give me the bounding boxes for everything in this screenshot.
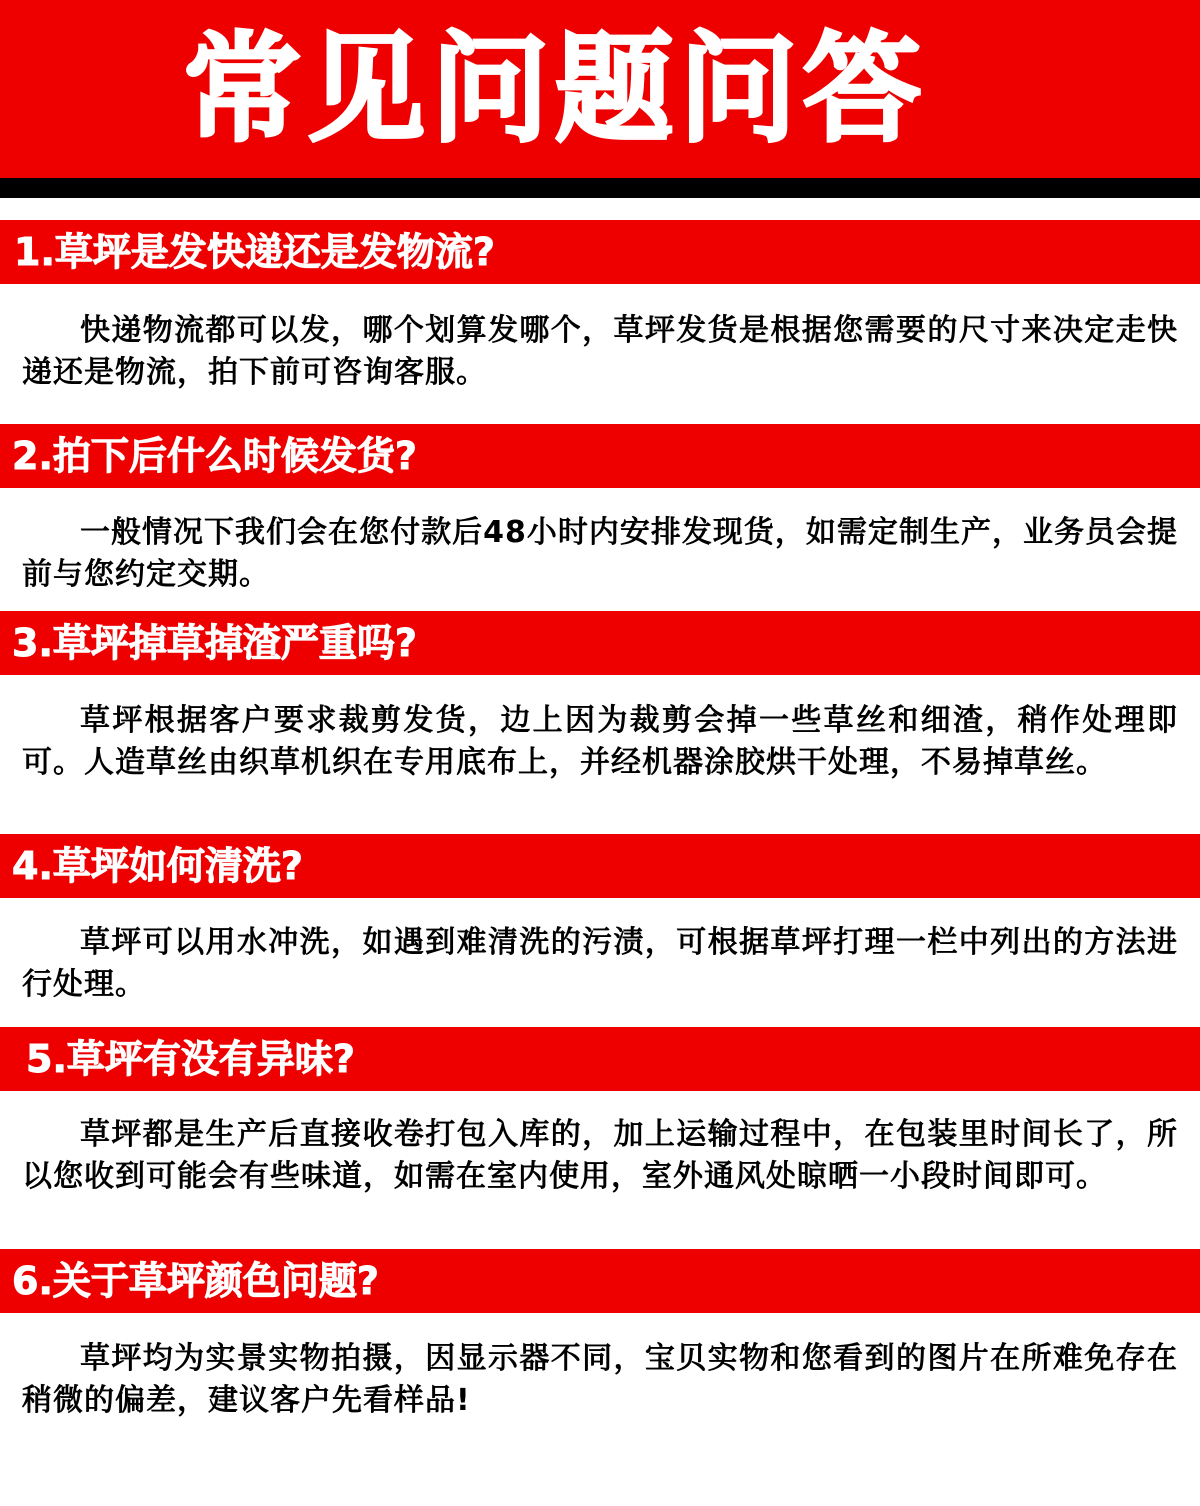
faq-question-bar-6 xyxy=(0,1249,1200,1313)
faq-question-2: 2.拍下后什么时候发货? xyxy=(12,434,417,478)
faq-question-6: 6.关于草坪颜色问题? xyxy=(12,1259,379,1303)
faq-question-bar-1 xyxy=(0,220,1200,284)
faq-question-1: 1.草坪是发快递还是发物流? xyxy=(14,230,495,274)
page-title: 常见问题问答 xyxy=(182,20,927,158)
faq-question-bar-5 xyxy=(0,1027,1200,1091)
faq-answer-1: 快递物流都可以发，哪个划算发哪个，草坪发货是根据您需要的尺寸来决定走快递还是物流，拍下前可咨询客服。 xyxy=(22,313,1178,390)
faq-answer-5: 草坪都是生产后直接收卷打包入库的，加上运输过程中，在包装里时间长了，所以您收到可能会有些味道，如需在室内使用，室外通风处晾晒一小段时间即可。 xyxy=(22,1117,1178,1194)
faq-answer-4: 草坪可以用水冲洗，如遇到难清洗的污渍，可根据草坪打理一栏中列出的方法进行处理。 xyxy=(22,925,1178,1002)
faq-question-3: 3.草坪掉草掉渣严重吗? xyxy=(12,621,417,665)
faq-question-bar-4 xyxy=(0,834,1200,898)
faq-question-5: 5.草坪有没有异味? xyxy=(26,1037,355,1081)
faq-question-bar-2 xyxy=(0,424,1200,488)
page-header xyxy=(0,0,1200,178)
faq-answer-6: 草坪均为实景实物拍摄，因显示器不同，宝贝实物和您看到的图片在所难免存在稍微的偏差，建议客户先看样品! xyxy=(22,1341,1178,1418)
faq-question-bar-3 xyxy=(0,611,1200,675)
header-divider xyxy=(0,178,1200,198)
faq-question-4: 4.草坪如何清洗? xyxy=(12,844,303,888)
faq-answer-3: 草坪根据客户要求裁剪发货，边上因为裁剪会掉一些草丝和细渣，稍作处理即可。人造草丝由织草机织在专用底布上，并经机器涂胶烘干处理，不易掉草丝。 xyxy=(22,703,1178,780)
faq-answer-2: 一般情况下我们会在您付款后48小时内安排发现货，如需定制生产，业务员会提前与您约定交期。 xyxy=(22,515,1178,592)
